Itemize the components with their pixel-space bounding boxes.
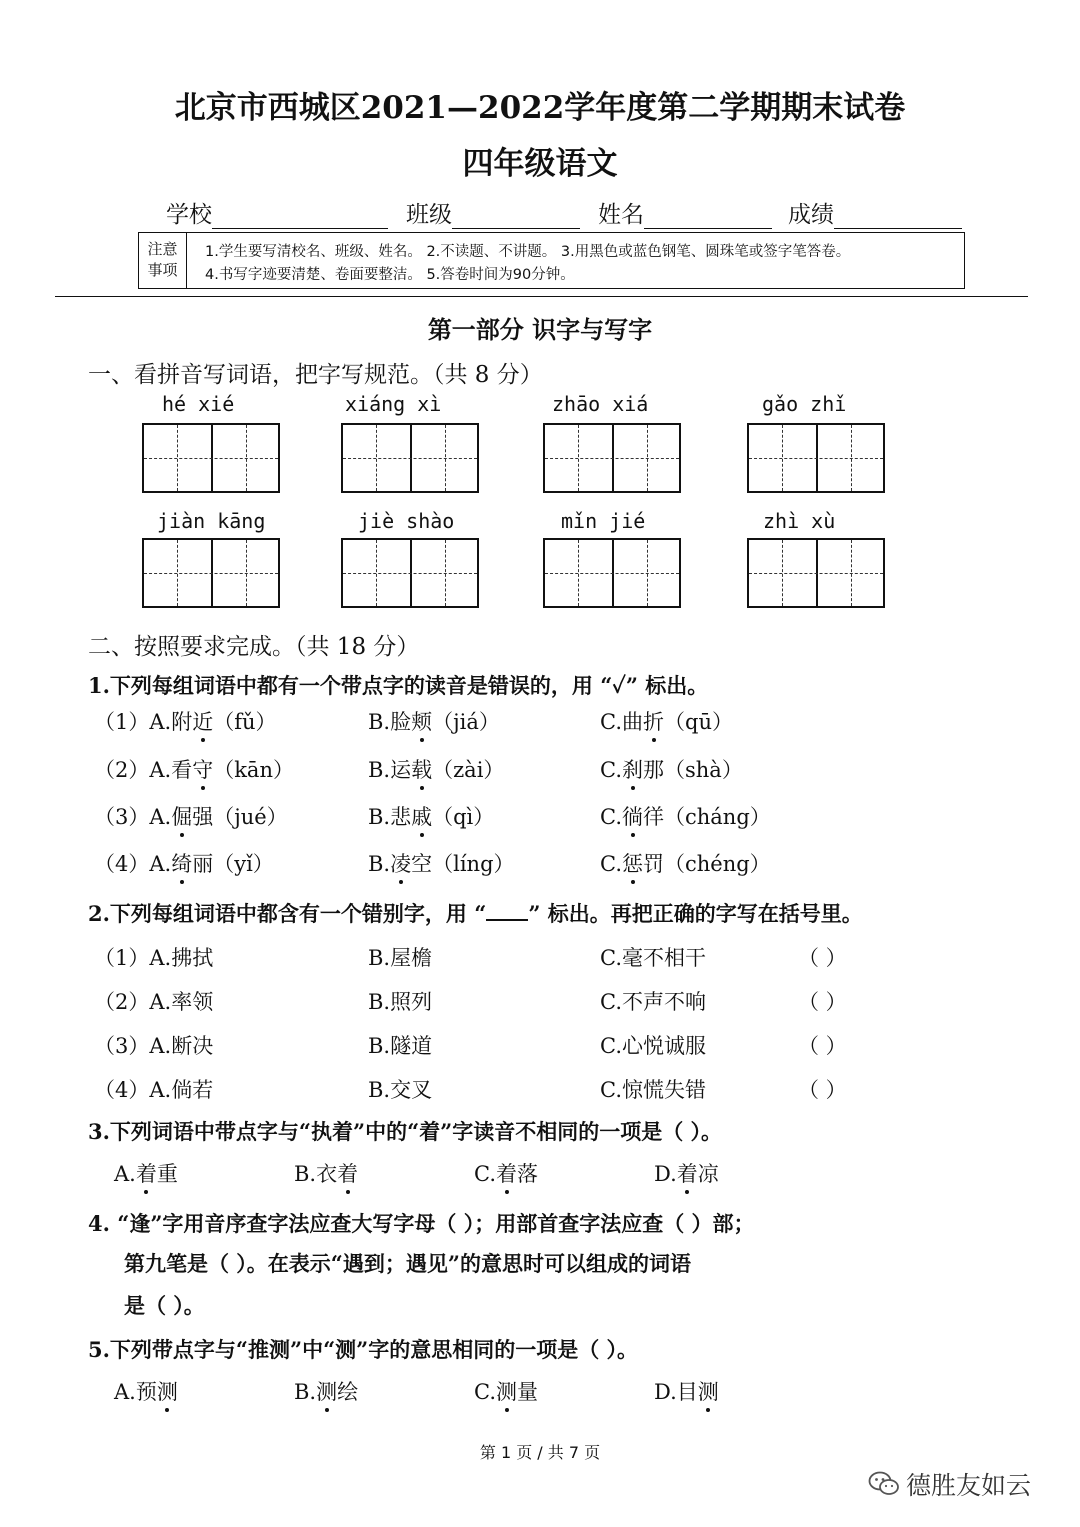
section2-heading: 二、按照要求完成。（共 18 分） — [88, 634, 420, 660]
answer-paren[interactable]: （ ） — [798, 946, 847, 970]
q1-row: （3）A.倔强（jué） — [94, 801, 288, 831]
q2-option: B.隧道 — [368, 1034, 433, 1058]
pinyin-7: mǐn jié — [561, 509, 646, 533]
pinyin-3: zhāo xiá — [552, 392, 649, 416]
q2-option: B.屋檐 — [368, 946, 433, 970]
q1-option: C.徜徉（cháng） — [600, 801, 771, 831]
exam-title: 北京市西城区2021—2022学年度第二学期期末试卷 — [174, 90, 906, 126]
q2-option: C.不声不响 — [600, 990, 706, 1014]
q2-option: B.照列 — [368, 990, 433, 1014]
exam-subtitle: 四年级语文 — [462, 146, 618, 182]
q2-option: （3）A.断决 — [94, 1034, 214, 1058]
writing-grid[interactable] — [341, 423, 479, 493]
pinyin-2: xiáng xì — [345, 392, 442, 416]
watermark: 德胜友如云 — [868, 1466, 1031, 1502]
q5-option: B.测绘 — [294, 1376, 358, 1406]
part-title: 第一部分 识字与写字 — [427, 315, 653, 344]
pinyin-4: gǎo zhǐ — [762, 392, 847, 416]
question-1: 1.下列每组词语中都有一个带点字的读音是错误的，用 “✓” 标出。 — [88, 673, 709, 698]
name-field: 姓名 — [598, 196, 772, 229]
q3-option: A.着重 — [114, 1158, 178, 1188]
pinyin-6: jiè shào — [358, 509, 455, 533]
answer-paren[interactable]: （ ） — [798, 990, 847, 1014]
notice-box — [138, 232, 965, 289]
question-2: 2.下列每组词语中都含有一个错别字，用 “ ” 标出。再把正确的字写在括号里。 — [88, 901, 863, 926]
writing-grid[interactable] — [142, 423, 280, 493]
writing-grid[interactable] — [543, 538, 681, 608]
q1-row: （4）A.绮丽（yǐ） — [94, 848, 274, 878]
q1-row: （2）A.看守（kān） — [94, 754, 294, 784]
q2-option: C.心悦诚服 — [600, 1034, 706, 1058]
question-4-line-1: 4. “逢”字用音序查字法应查大写字母（ ）；用部首查字法应查（ ）部； — [88, 1211, 755, 1236]
q1-option: C.曲折（qū） — [600, 706, 733, 736]
q2-option: （1）A.拂拭 — [94, 946, 214, 970]
q5-option: A.预测 — [114, 1376, 178, 1406]
question-4-line-3: 是（ ）。 — [124, 1293, 205, 1318]
score-field: 成绩 — [788, 196, 962, 229]
writing-grid[interactable] — [142, 538, 280, 608]
notice-label: 注意 事项 — [139, 233, 187, 288]
class-field: 班级 — [406, 196, 580, 229]
divider — [55, 296, 1028, 297]
q1-option: C.刹那（shà） — [600, 754, 743, 784]
q3-option: C.着落 — [474, 1158, 538, 1188]
q1-option: C.惩罚（chéng） — [600, 848, 771, 878]
q2-option: （4）A.倘若 — [94, 1078, 214, 1102]
answer-paren[interactable]: （ ） — [798, 1034, 847, 1058]
notice-line-2: 4.书写字迹要清楚、卷面要整洁。 5.答卷时间为90分钟。 — [205, 267, 575, 283]
writing-grid[interactable] — [341, 538, 479, 608]
answer-paren[interactable]: （ ） — [798, 1078, 847, 1102]
question-3: 3.下列词语中带点字与“执着”中的“着”字读音不相同的一项是（ ）。 — [88, 1119, 723, 1144]
writing-grid[interactable] — [747, 538, 885, 608]
q2-option: B.交叉 — [368, 1078, 433, 1102]
q2-option: （2）A.率领 — [94, 990, 214, 1014]
q1-option: B.悲戚（qì） — [368, 801, 494, 831]
q3-option: B.衣着 — [294, 1158, 358, 1188]
q3-option: D.着凉 — [654, 1158, 719, 1188]
q5-option: D.目测 — [654, 1376, 719, 1406]
question-4-line-2: 第九笔是（ ）。在表示“遇到；遇见”的意思时可以组成的词语 — [124, 1251, 691, 1276]
wechat-icon — [868, 1470, 900, 1498]
pinyin-8: zhì xù — [763, 509, 836, 533]
q1-option: B.运载（zài） — [368, 754, 504, 784]
section1-heading: 一、看拼音写词语，把字写规范。（共 8 分） — [88, 362, 543, 388]
q2-option: C.毫不相干 — [600, 946, 706, 970]
q1-option: B.凌空（líng） — [368, 848, 515, 878]
writing-grid[interactable] — [747, 423, 885, 493]
q5-option: C.测量 — [474, 1376, 538, 1406]
question-5: 5.下列带点字与“推测”中“测”字的意思相同的一项是（ ）。 — [88, 1337, 639, 1362]
page-number: 第 1 页 / 共 7 页 — [479, 1443, 601, 1462]
pinyin-5: jiàn kāng — [157, 509, 266, 533]
q1-row: （1）A.附近（fǔ） — [94, 706, 277, 736]
pinyin-1: hé xié — [162, 392, 235, 416]
q2-option: C.惊慌失错 — [600, 1078, 706, 1102]
school-field: 学校 — [166, 196, 388, 229]
q1-option: B.脸颊（jiá） — [368, 706, 500, 736]
writing-grid[interactable] — [543, 423, 681, 493]
notice-line-1: 1.学生要写清校名、班级、姓名。 2.不读题、不讲题。 3.用黑色或蓝色钢笔、圆珠笔或签字笔答卷。 — [205, 244, 851, 260]
